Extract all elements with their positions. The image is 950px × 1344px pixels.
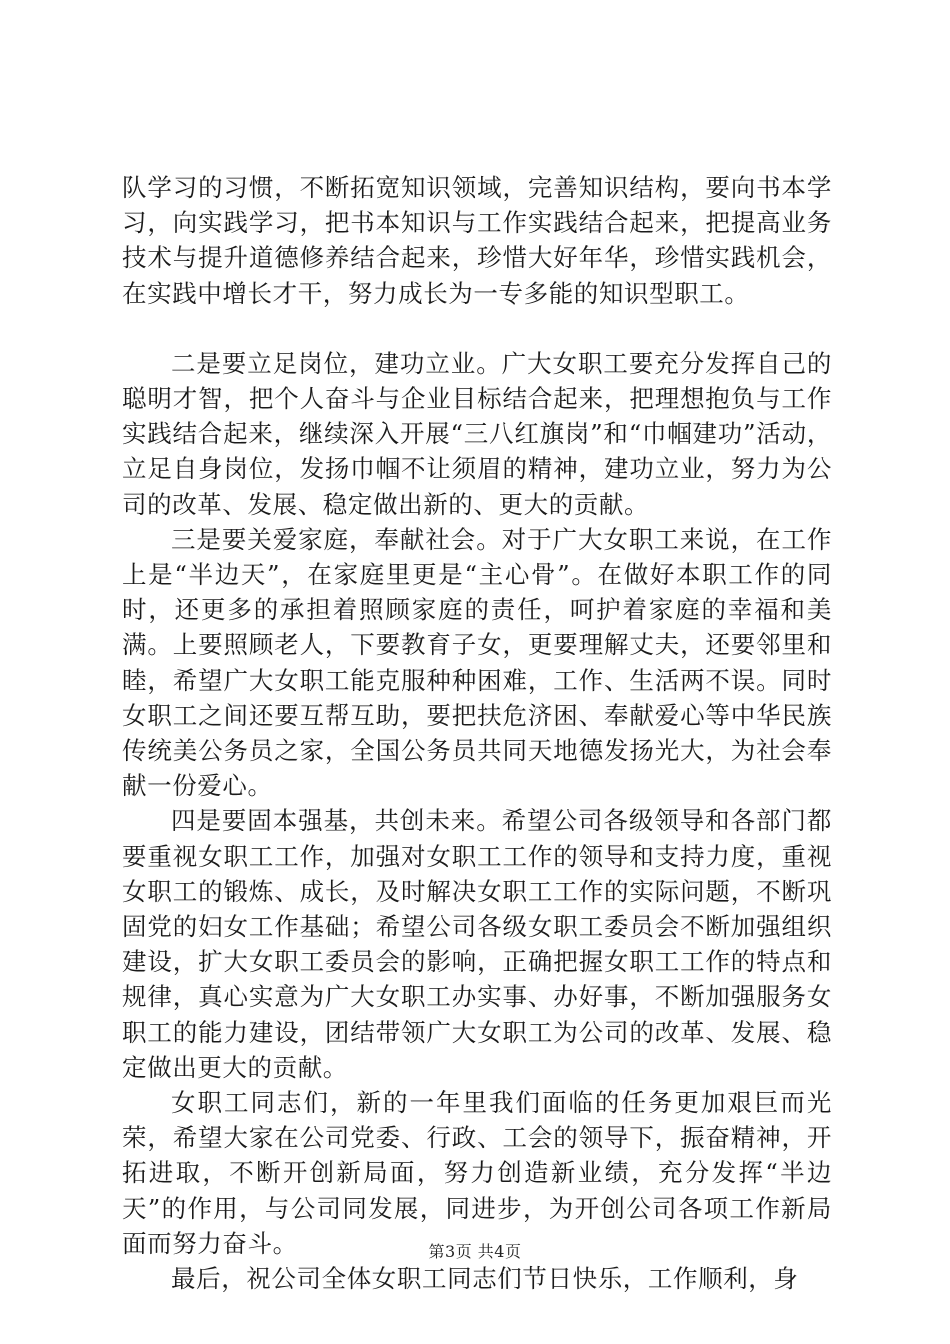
paragraph-point-three: 三是要关爱家庭，奉献社会。对于广大女职工来说，在工作上是“半边天”，在家庭里更是“主心骨”。在做好本职工作的同时，还更多的承担着照顾家庭的责任，呵护着家庭的幸福和美满。上要照顾老人，下要教育子女，更要理解丈夫，还要邻里和睦，希望广大女职工能克服种种困难，工作、生活两不误。同时女职工之间还要互帮互助，要把扶危济困、奉献爱心等中华民族传统美公务员之家，全国公务员共同天地德发扬光大，为社会奉献一份爱心。 (122, 524, 832, 801)
page-number-footer: 第3页 共4页 (428, 1242, 522, 1261)
paragraph-closing: 最后，祝公司全体女职工同志们节日快乐，工作顺利，身 (171, 1264, 799, 1294)
document-body (122, 170, 832, 1296)
paragraph-point-four: 四是要固本强基，共创未来。希望公司各级领导和各部门都要重视女职工工作，加强对女职工工作的领导和支持力度，重视女职工的锻炼、成长，及时解决女职工工作的实际问题，不断巩固党的妇女工作基础；希望公司各级女职工委员会不断加强组织建设，扩大女职工委员会的影响，正确把握女职工工作的特点和规律，真心实意为广大女职工办实事、办好事，不断加强服务女职工的能力建设，团结带领广大女职工为公司的改革、发展、稳定做出更大的贡献。 (122, 806, 832, 1082)
paragraph-appeal: 女职工同志们，新的一年里我们面临的任务更加艰巨而光荣，希望大家在公司党委、行政、工会的领导下，振奋精神，开拓进取，不断开创新局面，努力创造新业绩，充分发挥“半边天”的作用，与公司同发展，同进步，为开创公司各项工作新局面而努力奋斗。 (122, 1088, 832, 1258)
paragraph-point-two: 二是要立足岗位，建功立业。广大女职工要充分发挥自己的聪明才智，把个人奋斗与企业目标结合起来，把理想抱负与工作实践结合起来，继续深入开展“三八红旗岗”和“巾帼建功”活动，立足自身岗位，发扬巾帼不让须眉的精神，建功立业，努力为公司的改革、发展、稳定做出新的、更大的贡献。 (122, 348, 832, 519)
paragraph-continuation: 队学习的习惯，不断拓宽知识领域，完善知识结构，要向书本学习，向实践学习，把书本知识与工作实践结合起来，把提高业务技术与提升道德修养结合起来，珍惜大好年华，珍惜实践机会，在实践中增长才干，努力成长为一专多能的知识型职工。 (122, 173, 832, 308)
